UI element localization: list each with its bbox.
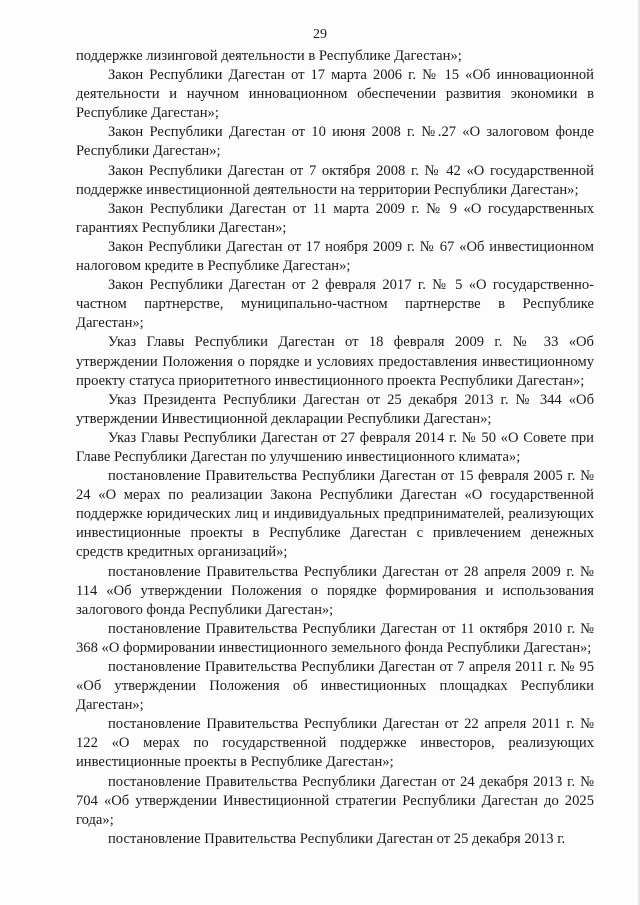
paragraph: постановление Правительства Республики Дагестан от 15 февраля 2005 г. № 24 «О мерах по реализации Закона Республики Дагестан «О государственной поддержке юридических лиц и индивидуальных предпринимателей, реализующих инвестиционные проекты в Республике Дагестан с привлечением денежных средств кредитных организаций»;	[76, 468, 594, 561]
paragraph: постановление Правительства Республики Дагестан от 11 октября 2010 г. № 368 «О формировании инвестиционного земельного фонда Республики Дагестан»;	[76, 620, 594, 656]
paragraph: Закон Республики Дагестан от 2 февраля 2017 г. № 5 «О государственно-частном партнерстве, муниципально-частном партнерстве в Республике Дагестан»;	[76, 277, 594, 332]
paragraph: постановление Правительства Республики Дагестан от 28 апреля 2009 г. № 114 «Об утверждении Положения о порядке формирования и использования залогового фонда Республики Дагестан»;	[76, 563, 594, 618]
page-number: 29	[313, 27, 327, 42]
paragraph: Закон Республики Дагестан от 11 марта 2009 г. № 9 «О государственных гарантиях Республики Дагестан»;	[76, 200, 594, 236]
paragraph: постановление Правительства Республики Дагестан от 22 апреля 2011 г. № 122 «О мерах по государственной поддержке инвесторов, реализующих инвестиционные проекты в Республике Дагестан»;	[76, 716, 594, 771]
paragraph: Закон Республики Дагестан от 7 октября 2008 г. № 42 «О государственной поддержке инвестиционной деятельности на территории Республики Дагестан»;	[76, 162, 594, 198]
paragraph: Указ Президента Республики Дагестан от 25 декабря 2013 г. № 344 «Об утверждении Инвестиционной декларации Республики Дагестан»;	[76, 391, 594, 427]
paragraph: постановление Правительства Республики Дагестан от 24 декабря 2013 г. № 704 «Об утверждении Инвестиционной стратегии Республики Дагестан до 2025 года»;	[76, 773, 594, 828]
paragraph: Закон Республики Дагестан от 10 июня 2008 г. №.27 «О залоговом фонде Республики Дагестан»;	[76, 124, 594, 160]
paragraph: Указ Главы Республики Дагестан от 27 февраля 2014 г. № 50 «О Совете при Главе Республики Дагестан по улучшению инвестиционного климата»;	[76, 429, 594, 465]
paragraph: Закон Республики Дагестан от 17 марта 2006 г. № 15 «Об инновационной деятельности и научном инновационном обеспечении развития экономики в Республике Дагестан»;	[76, 67, 594, 122]
paragraph: Закон Республики Дагестан от 17 ноября 2009 г. № 67 «Об инвестиционном налоговом кредите в Республике Дагестан»;	[76, 238, 594, 275]
paragraph: поддержке лизинговой деятельности в Республике Дагестан»;	[76, 48, 462, 64]
paragraph: постановление Правительства Республики Дагестан от 7 апреля 2011 г. № 95 «Об утверждении Положения об инвестиционных площадках Республики Дагестан»;	[76, 659, 594, 714]
paragraph: постановление Правительства Республики Дагестан от 25 декабря 2013 г.	[108, 830, 566, 847]
paragraph: Указ Главы Республики Дагестан от 18 февраля 2009 г. № 33 «Об утверждении Положения о порядке и условиях предоставления инвестиционному проекту статуса приоритетного инвестиционного проекта Республики Дагестан»;	[76, 334, 594, 389]
document-body	[76, 47, 594, 849]
